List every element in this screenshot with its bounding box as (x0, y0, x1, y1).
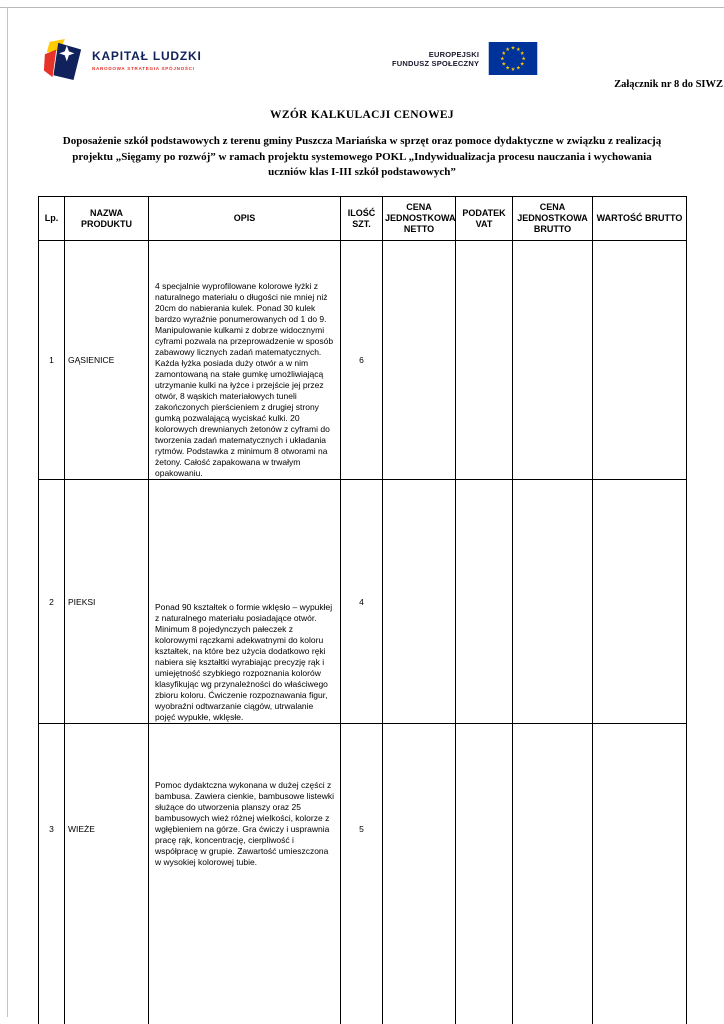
cell-total (593, 724, 687, 1024)
table-row (39, 724, 687, 1024)
cell-unit-gross (513, 480, 593, 724)
cell-lp: 2 (39, 480, 65, 724)
cell-product-name: GĄSIENICE (65, 241, 149, 480)
cell-lp: 1 (39, 241, 65, 480)
cell-product-name: WIEŻE (65, 724, 149, 1024)
cell-qty: 6 (341, 241, 383, 480)
kapital-ludzki-title: KAPITAŁ LUDZKI (92, 49, 202, 63)
col-header-lp: Lp. (39, 197, 65, 241)
document-subtitle: Doposażenie szkół podstawowych z terenu gminy Puszcza Mariańska w sprzęt oraz pomoce dydaktyczne w związku z realizacją projektu „Sięgamy po rozwój” w ramach projektu systemowego POKL „Indywidualizacja procesu nauczania i wychowania uczniów klas I-III szkół podstawowych” (62, 135, 662, 178)
cell-description (149, 724, 341, 1024)
cell-vat (456, 480, 513, 724)
price-calculation-table (38, 196, 687, 1024)
kapital-ludzki-subtitle: NARODOWA STRATEGIA SPÓJNOŚCI (92, 66, 195, 71)
description-text: 4 specjalnie wyprofilowane kolorowe łyżki z naturalnego materiału o długości nie mniej niż 20cm do nabierania kulek. Ponad 30 kulek bardzo wyraźnie ponumerowanych od 1 do 9. Manipulowanie kulkami z dobrze widocznymi cyframi pozwala na przeprowadzenie w sposób zabawowy licznych zadań matematycznych. Każda łyżka posiada duży otwór a w nim zamontowaną na stałe gumkę umożliwiającą utrzymanie kulki na łyżce i przejście jej przez otwór, 8 wąskich materiałowych tuneli zakończonych pierścieniem z drugiej strony gumką pozwalającą wyciskać kulki. 20 kolorowych drewnianych żetonów z cyframi do tworzenia zadań matematycznych i układania rytmów. Podstawka z minimum 8 otworami na żetony. Całość zapakowana w trwałym opakowaniu. (155, 281, 334, 478)
col-header-name: NAZWA PRODUKTU (65, 197, 149, 241)
col-header-unit-net: CENA JEDNOSTKOWA NETTO (383, 197, 456, 241)
attachment-note: Załącznik nr 8 do SIWZ (614, 79, 723, 90)
cell-unit-net (383, 241, 456, 480)
efs-logo-text (392, 50, 479, 68)
col-header-vat: PODATEK VAT (456, 197, 513, 241)
cell-unit-gross (513, 241, 593, 480)
efs-logo (392, 42, 538, 75)
cell-product-name: PIEKSI (65, 480, 149, 724)
eu-flag-icon (488, 42, 538, 75)
description-text: Pomoc dydaktczna wykonana w dużej części z bambusa. Zawiera cienkie, bambusowe listewki służące do utworzenia planszy oraz 25 bambusowych wież różnej wielkości, kolorze z wgłębieniem na górze. Gra ćwiczy i usprawnia pracę rąk, koncentrację, cierpliwość i współpracę w grupie. Zawartość umieszczona w wysokiej kolorowej tubie. (155, 780, 335, 867)
kapital-ludzki-logo-text (92, 49, 202, 71)
efs-line2: FUNDUSZ SPOŁECZNY (392, 58, 480, 68)
cell-qty: 5 (341, 724, 383, 1024)
kapital-ludzki-logo-icon (42, 38, 84, 82)
cell-description (149, 480, 341, 724)
table-row (39, 241, 687, 480)
table-row (39, 480, 687, 724)
cell-unit-net (383, 724, 456, 1024)
kapital-ludzki-logo (42, 38, 202, 82)
cell-unit-net (383, 480, 456, 724)
col-header-total: WARTOŚĆ BRUTTO (593, 197, 687, 241)
cell-lp: 3 (39, 724, 65, 1024)
document-title: WZÓR KALKULACJI CENOWEJ (270, 109, 454, 121)
cell-total (593, 241, 687, 480)
cell-unit-gross (513, 724, 593, 1024)
page-border-left (7, 7, 8, 1017)
cell-total (593, 480, 687, 724)
page-border-top (0, 7, 724, 8)
col-header-opis: OPIS (149, 197, 341, 241)
table-header-row (39, 197, 687, 241)
cell-vat (456, 724, 513, 1024)
cell-description (149, 241, 341, 480)
col-header-unit-gross: CENA JEDNOSTKOWA BRUTTO (513, 197, 593, 241)
description-text: Ponad 90 kształtek o formie wklęsło – wypukłej z naturalnego materiału posiadające otwór. Minimum 8 pojedynczych pałeczek z kolorowymi rączkami adekwatnymi do koloru kształtek, na które bez użycia dodatkowo ręki nabiera się kształtki wyrabiając precyzję rąk i umiejętność szybkiego rozpoznania kolorów klasyfikując wg przynależności do właściwego zbioru koloru. Ćwiczenie rozpoznawania figur, wyobraźni odtwarzanie ciągów, utrwalanie pojęć wypukłe, wklęsłe. (155, 602, 333, 722)
efs-line1: EUROPEJSKI (428, 49, 480, 59)
col-header-qty: ILOŚĆ SZT. (341, 197, 383, 241)
cell-vat (456, 241, 513, 480)
cell-qty: 4 (341, 480, 383, 724)
